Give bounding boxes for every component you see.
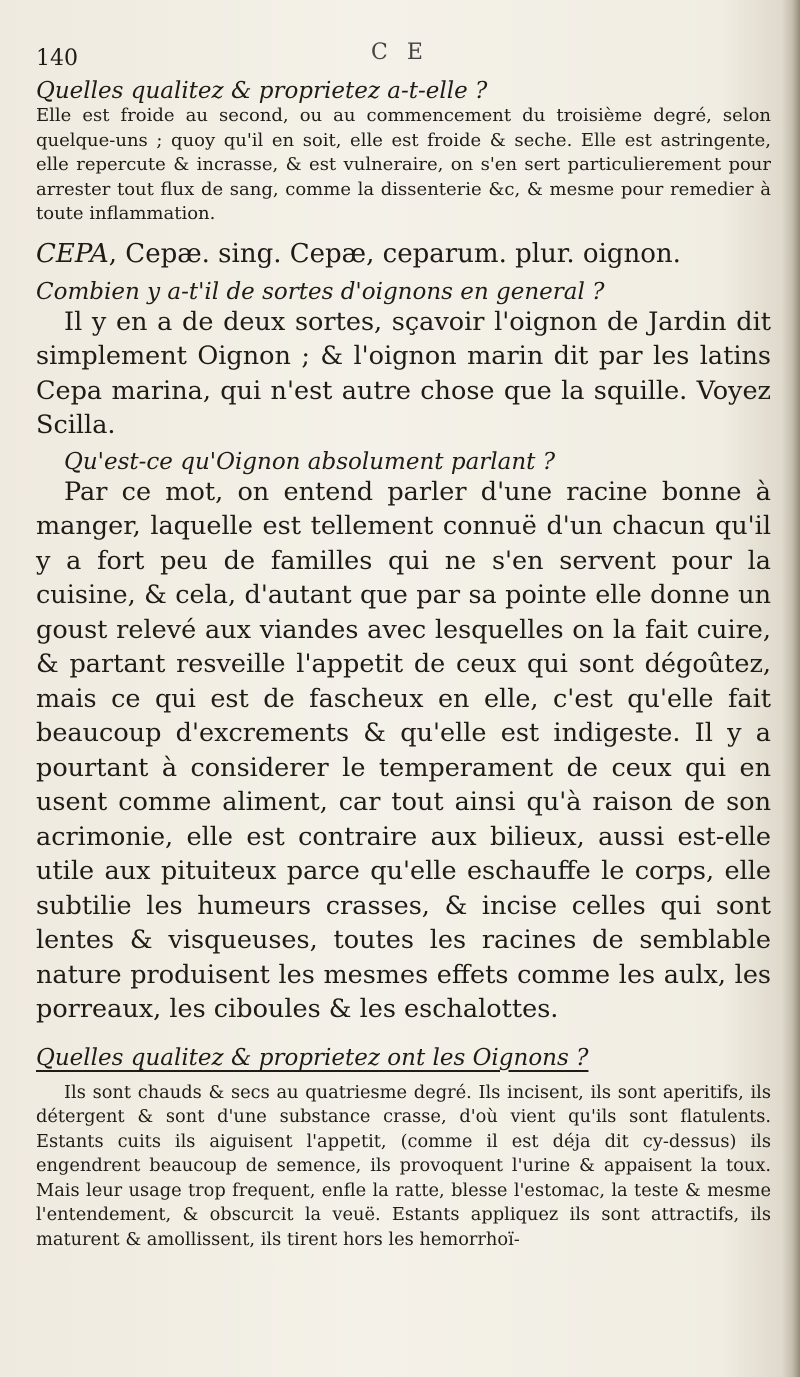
page-edge-shadow [782, 0, 800, 1377]
answer-paragraph-3: Par ce mot, on entend parler d'une racine bonne à manger, laquelle est tellement connuë d'un chacun qu'il y a fort peu de familles qui ne s'en servent pour la cuisine, & cela, d'autant que par sa pointe elle donne un goust relevé aux viandes avec lesquelles on la fait cuire, & partant resveille l'appetit de ceux qui sont dégoûtez, mais ce qui est de fascheux en elle, c'est qu'elle fait beaucoup d'excrements & qu'elle est indigeste. Il y a pourtant à considerer le temperament de ceux qui en usent comme aliment, car tout ainsi qu'à raison de son acrimonie, elle est contraire aux bilieux, aussi est-elle utile aux pituiteux parce qu'elle eschauffe le corps, elle subtilie les humeurs crasses, & incise celles qui sont lentes & visqueuses, toutes les racines de semblable nature produisent les mesmes effets comme les aulx, les porreaux, les ciboules & les eschalottes. [36, 476, 771, 1024]
answer-paragraph-4: Ils sont chauds & secs au quatriesme degré. Ils incisent, ils sont aperitifs, ils détergent & sont d'une substance crasse, d'où vient qu'ils sont flatulents. Estants cuits ils aiguisent l'appetit, (comme il est déja dit cy-dessus) ils engendrent beaucoup de semence, ils provoquent l'urine & appaisent la toux. Mais leur usage trop frequent, enfle la ratte, blesse l'estomac, la teste & mesme l'entendement, & obscurcit la veuë. Estants appliquez ils sont attractifs, ils maturent & amollissent, ils tirent hors les hemorrhoï- [36, 1081, 771, 1250]
question-heading-3: Qu'est-ce qu'Oignon absolument parlant ? [64, 448, 556, 475]
answer-paragraph-1: Elle est froide au second, ou au commencement du troisième degré, selon quelque-uns ; quoy qu'il en soit, elle est froide & seche. Elle est astringente, elle repercute & incrasse, & est vulneraire, on s'en sert particulierement pour arrester tout flux de sang, comme la dissenterie &c, & mesme pour remedier à toute inflammation. [36, 105, 771, 224]
answer-paragraph-2: Il y en a de deux sortes, sçavoir l'oignon de Jardin dit simplement Oignon ; & l'oignon marin dit par les latins Cepa marina, qui n'est autre chose que la squille. Voyez Scilla. [36, 306, 771, 440]
running-head [36, 6, 771, 78]
signature-mark: C E [371, 40, 429, 65]
question-heading-1: Quelles qualitez & proprietez a-t-elle ? [36, 78, 488, 104]
page-number: 140 [36, 46, 78, 71]
question-heading-4: Quelles qualitez & proprietez ont les Oignons ? [36, 1044, 589, 1071]
dictionary-entry [36, 235, 771, 273]
entry-headword: CEPA [36, 238, 109, 269]
page-content [36, 6, 771, 1252]
entry-forms: , Cepæ. sing. Cepæ, ceparum. plur. oignon. [108, 238, 681, 269]
question-heading-2: Combien y a-t'il de sortes d'oignons en general ? [36, 278, 605, 305]
